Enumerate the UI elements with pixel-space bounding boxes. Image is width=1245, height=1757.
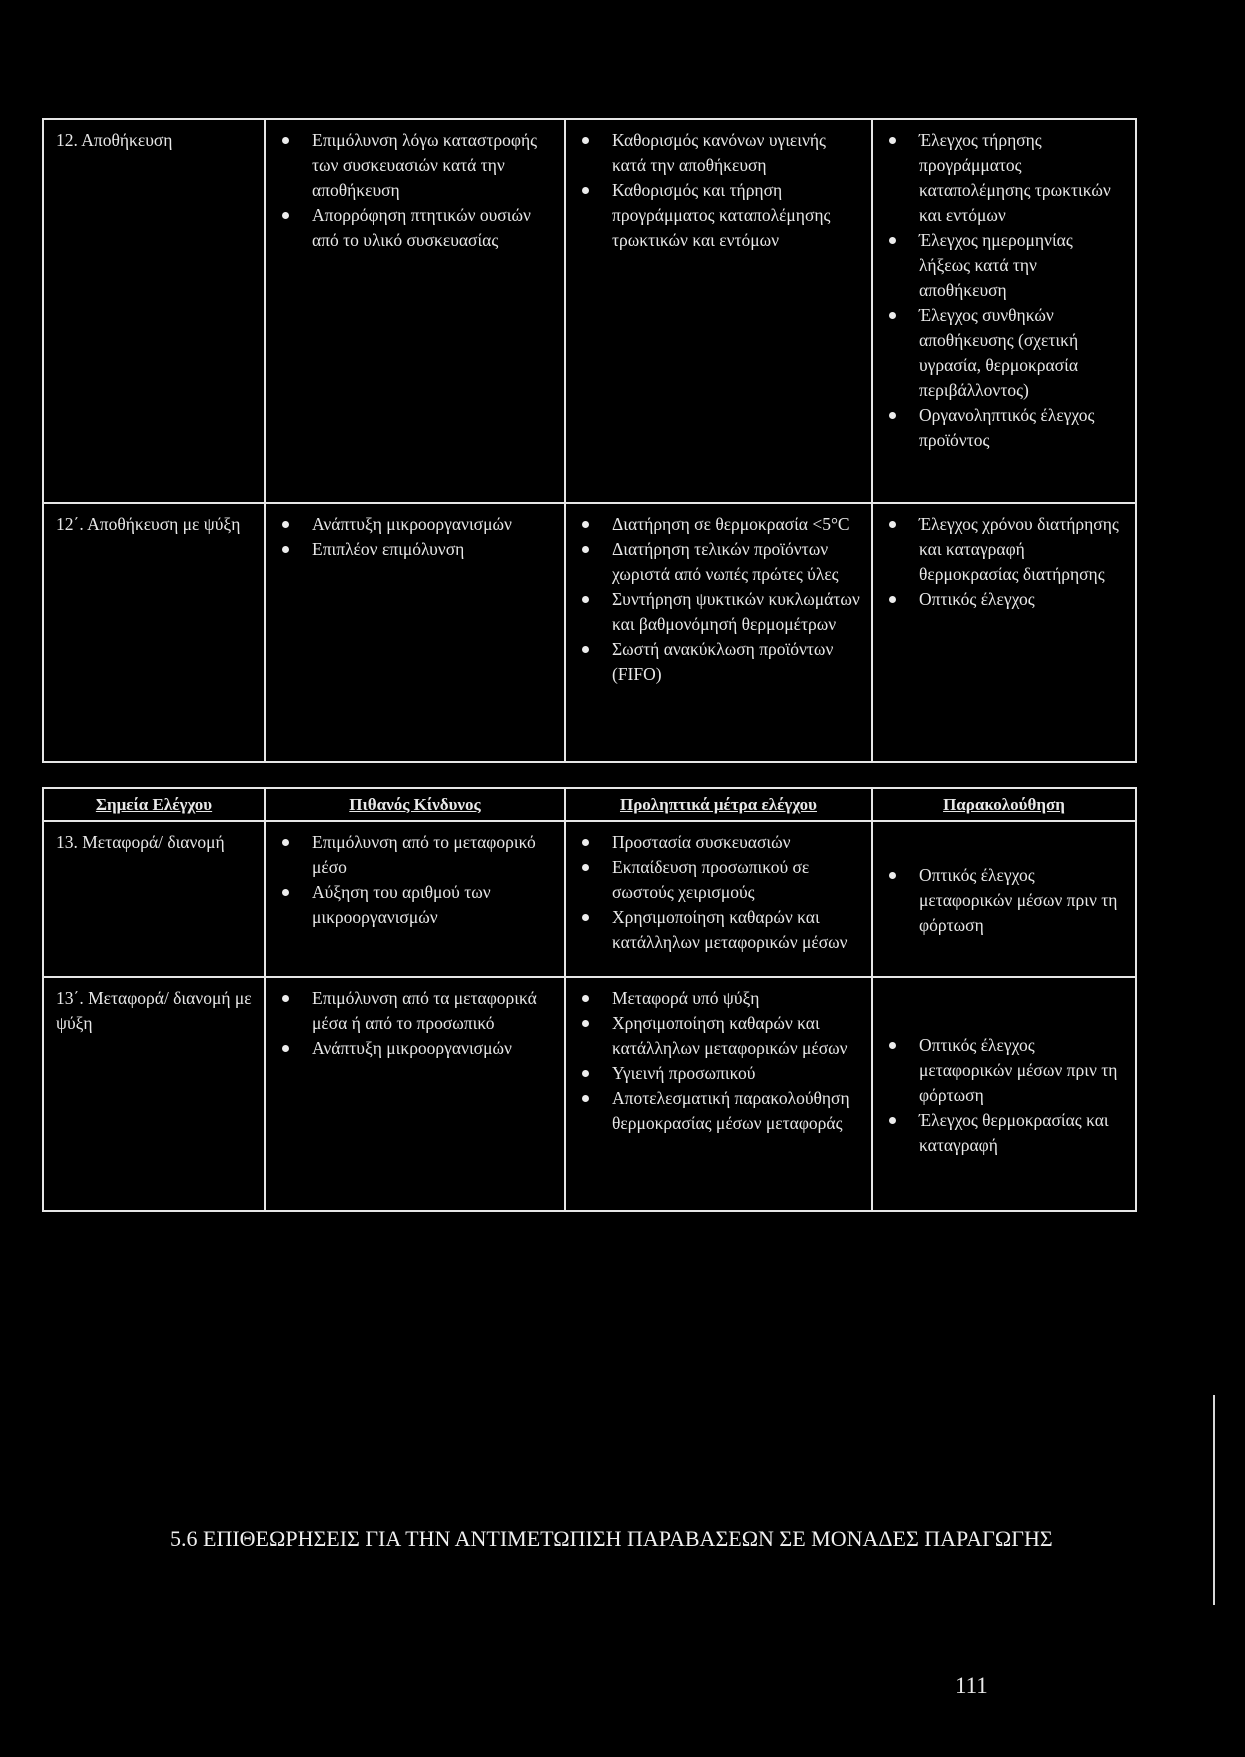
storage-haccp-table xyxy=(42,118,1137,763)
list-item: Έλεγχος ημερομηνίας λήξεως κατά την αποθήκευση xyxy=(919,228,1125,303)
table-row xyxy=(43,503,1136,762)
list-item: Επιμόλυνση από τα μεταφορικά μέσα ή από το προσωπικό xyxy=(312,986,554,1036)
list-item: Έλεγχος συνθηκών αποθήκευσης (σχετική υγρασία, θερμοκρασία περιβάλλοντος) xyxy=(919,303,1125,403)
hazard-cell xyxy=(265,977,565,1211)
list-item: Διατήρηση σε θερμοκρασία <5°C xyxy=(612,512,861,537)
section-heading: 5.6 ΕΠΙΘΕΩΡΗΣΕΙΣ ΓΙΑ ΤΗΝ ΑΝΤΙΜΕΤΩΠΙΣΗ ΠΑΡΑΒΑΣΕΩΝ ΣΕ ΜΟΝΑΔΕΣ ΠΑΡΑΓΩΓΗΣ xyxy=(170,1526,1053,1551)
table-row xyxy=(43,821,1136,977)
list-item: Ανάπτυξη μικροοργανισμών xyxy=(312,512,554,537)
list-item: Επιμόλυνση λόγω καταστροφής των συσκευασιών κατά την αποθήκευση xyxy=(312,128,554,203)
column-header: Πιθανός Κίνδυνος xyxy=(265,788,565,821)
preventive-measures-cell xyxy=(565,119,872,503)
control-point-cell: 12΄. Αποθήκευση με ψύξη xyxy=(43,503,265,762)
monitoring-cell xyxy=(872,503,1136,762)
list-item: Σωστή ανακύκλωση προϊόντων (FIFO) xyxy=(612,637,861,687)
list-item: Καθορισμός και τήρηση προγράμματος καταπολέμησης τρωκτικών και εντόμων xyxy=(612,178,861,253)
list-item: Συντήρηση ψυκτικών κυκλωμάτων και βαθμονόμησή θερμομέτρων xyxy=(612,587,861,637)
monitoring-cell xyxy=(872,119,1136,503)
list-item: Διατήρηση τελικών προϊόντων χωριστά από νωπές πρώτες ύλες xyxy=(612,537,861,587)
list-item: Οπτικός έλεγχος xyxy=(919,587,1125,612)
hazard-cell xyxy=(265,821,565,977)
column-header: Σημεία Ελέγχου xyxy=(43,788,265,821)
margin-rule xyxy=(1213,1395,1215,1605)
list-item: Καθορισμός κανόνων υγιεινής κατά την αποθήκευση xyxy=(612,128,861,178)
list-item: Αποτελεσματική παρακολούθηση θερμοκρασίας μέσων μεταφοράς xyxy=(612,1086,861,1136)
hazard-cell xyxy=(265,119,565,503)
column-header: Παρακολούθηση xyxy=(872,788,1136,821)
list-item: Έλεγχος χρόνου διατήρησης και καταγραφή θερμοκρασίας διατήρησης xyxy=(919,512,1125,587)
list-item: Οργανοληπτικός έλεγχος προϊόντος xyxy=(919,403,1125,453)
control-point-cell: 13. Μεταφορά/ διανομή xyxy=(43,821,265,977)
page-number: 111 xyxy=(955,1673,988,1698)
list-item: Υγιεινή προσωπικού xyxy=(612,1061,861,1086)
preventive-measures-cell xyxy=(565,977,872,1211)
list-item: Οπτικός έλεγχος μεταφορικών μέσων πριν τη φόρτωση xyxy=(919,863,1125,938)
list-item: Χρησιμοποίηση καθαρών και κατάλληλων μεταφορικών μέσων xyxy=(612,905,861,955)
list-item: Μεταφορά υπό ψύξη xyxy=(612,986,861,1011)
monitoring-cell xyxy=(872,977,1136,1211)
monitoring-cell xyxy=(872,821,1136,977)
control-point-cell: 13΄. Μεταφορά/ διανομή με ψύξη xyxy=(43,977,265,1211)
list-item: Έλεγχος τήρησης προγράμματος καταπολέμησης τρωκτικών και εντόμων xyxy=(919,128,1125,228)
transport-haccp-table xyxy=(42,787,1137,1212)
list-item: Προστασία συσκευασιών xyxy=(612,830,861,855)
hazard-cell xyxy=(265,503,565,762)
table-row xyxy=(43,977,1136,1211)
preventive-measures-cell xyxy=(565,821,872,977)
list-item: Οπτικός έλεγχος μεταφορικών μέσων πριν τη φόρτωση xyxy=(919,1033,1125,1108)
list-item: Απορρόφηση πτητικών ουσιών από το υλικό συσκευασίας xyxy=(312,203,554,253)
list-item: Εκπαίδευση προσωπικού σε σωστούς χειρισμούς xyxy=(612,855,861,905)
list-item: Αύξηση του αριθμού των μικροοργανισμών xyxy=(312,880,554,930)
control-point-cell: 12. Αποθήκευση xyxy=(43,119,265,503)
list-item: Επιπλέον επιμόλυνση xyxy=(312,537,554,562)
preventive-measures-cell xyxy=(565,503,872,762)
list-item: Επιμόλυνση από το μεταφορικό μέσο xyxy=(312,830,554,880)
column-header: Προληπτικά μέτρα ελέγχου xyxy=(565,788,872,821)
list-item: Χρησιμοποίηση καθαρών και κατάλληλων μεταφορικών μέσων xyxy=(612,1011,861,1061)
table-row xyxy=(43,119,1136,503)
table-header-row xyxy=(43,788,1136,821)
list-item: Έλεγχος θερμοκρασίας και καταγραφή xyxy=(919,1108,1125,1158)
list-item: Ανάπτυξη μικροοργανισμών xyxy=(312,1036,554,1061)
